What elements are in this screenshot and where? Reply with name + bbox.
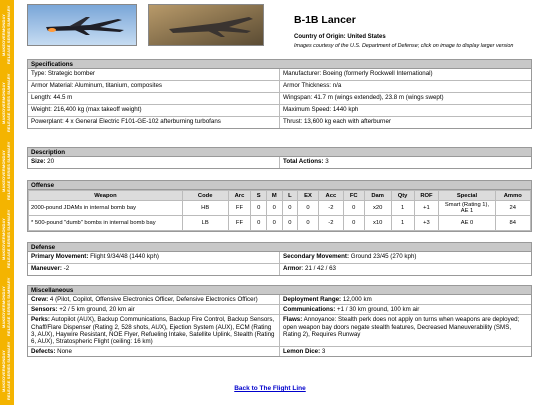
page-title: B-1B Lancer (294, 14, 356, 26)
defense-row (28, 252, 531, 264)
flaws-label: Flaws: (283, 316, 303, 324)
actions-cell (279, 157, 531, 168)
secondary-movement-cell (279, 252, 531, 263)
spec-cell: Wingspan: 41.7 m (wings extended), 23.8 m (wings swept) (279, 93, 531, 104)
deployment-range-label: Deployment Range: (283, 296, 342, 303)
sidebar-label: MAKEOVERMONDAY RELEASE SERIES SUMMARY (1, 73, 11, 133)
defense-row (28, 264, 531, 275)
deployment-range-cell (279, 295, 531, 304)
sidebar-label: MAKEOVERMONDAY RELEASE SERIES SUMMARY (1, 141, 11, 201)
aircraft-photo-desert[interactable] (148, 4, 264, 46)
communications-value: +1 / 30 km ground, 100 km air (335, 306, 420, 314)
table-cell: 84 (495, 216, 530, 231)
column-header: Qty (391, 191, 414, 201)
secondary-movement-value: Ground 23/45 (270 kph) (349, 253, 417, 260)
sidebar-label: MAKEOVERMONDAY RELEASE SERIES SUMMARY (1, 5, 11, 65)
maneuver-value: -2 (61, 265, 70, 272)
armor-label: Armor (283, 265, 302, 272)
size-cell (28, 157, 279, 168)
table-cell: 0 (266, 201, 282, 216)
table-row (29, 216, 531, 231)
table-cell: 0 (251, 216, 267, 231)
table-cell: FF (228, 216, 251, 231)
spec-cell: Manufacturer: Boeing (formerly Rockwell International) (279, 69, 531, 80)
table-cell: 0 (343, 216, 364, 231)
sensors-label: Sensors: (31, 306, 58, 314)
table-cell: x20 (364, 201, 391, 216)
column-header: Ammo (495, 191, 530, 201)
spec-row (28, 81, 531, 93)
maneuver-cell (28, 264, 279, 275)
deployment-range-value: 12,000 km (341, 296, 372, 303)
spec-cell: Weight: 216,400 kg (max takeoff weight) (31, 106, 142, 113)
lemon-dice-value: 3 (320, 348, 326, 356)
perks-label: Perks: (31, 316, 50, 324)
aircraft-photo-sky[interactable] (27, 4, 137, 46)
perks-value: Autopilot (AUX), Backup Communications, Backup Fire Control, Backup Sensors, Chaff/Flare Dispenser (Rating 2, 528 shots, AUX), Ejection System (AUX), ECM (Rating 3, AUX), Haywire Resistant, NOE Flyer, Refueling Intake, Satellite Uplink, Stealth (Rating 6, AUX), Stratospheric Flight (ceiling: 16 km) (31, 316, 275, 346)
misc-row (28, 295, 531, 305)
secondary-movement-label: Secondary Movement: (283, 253, 350, 260)
communications-label: Communications: (283, 306, 336, 314)
table-cell: 0 (298, 216, 319, 231)
miscellaneous-section (27, 285, 532, 357)
table-cell: +3 (414, 216, 439, 231)
table-cell: +1 (414, 201, 439, 216)
back-to-flight-line-link[interactable]: Back to The Flight Line (234, 385, 306, 392)
spec-row (28, 69, 531, 81)
table-row (29, 201, 531, 216)
table-cell: 0 (266, 216, 282, 231)
section-heading: Miscellaneous (28, 286, 531, 295)
spec-row (28, 117, 531, 128)
description-row (28, 157, 531, 168)
column-header: L (282, 191, 298, 201)
table-cell: 1 (391, 216, 414, 231)
column-header: Dam (364, 191, 391, 201)
spec-cell: Length: 44.5 m (31, 94, 73, 101)
spec-cell: Maximum Speed: 1440 kph (279, 105, 531, 116)
table-cell: HB (182, 201, 228, 216)
size-value: 20 (45, 158, 55, 165)
column-header: Acc (318, 191, 343, 201)
primary-movement-value: Flight 9/34/48 (1440 kph) (88, 253, 159, 260)
maneuver-label: Maneuver: (31, 265, 62, 272)
table-cell: 0 (251, 201, 267, 216)
specifications-section (27, 59, 532, 129)
spec-row (28, 105, 531, 117)
spec-cell: Thrust: 13,600 kg each with afterburner (279, 117, 531, 128)
column-header: Arc (228, 191, 251, 201)
section-heading: Specifications (28, 60, 531, 69)
table-cell: 0 (343, 201, 364, 216)
armor-value: : 21 / 42 / 63 (301, 265, 336, 272)
actions-label: Total Actions: (283, 158, 324, 165)
defense-section (27, 242, 532, 276)
spec-row (28, 93, 531, 105)
primary-movement-label: Primary Movement: (31, 253, 89, 260)
sidebar-label: MAKEOVERMONDAY RELEASE SERIES SUMMARY (1, 341, 11, 401)
section-heading: Offense (28, 181, 531, 190)
defects-value: None (55, 348, 72, 356)
table-cell: 0 (298, 201, 319, 216)
page-header (27, 4, 532, 52)
table-cell: 1 (391, 201, 414, 216)
perks-cell (28, 315, 279, 346)
column-header: FC (343, 191, 364, 201)
sidebar-banner (0, 0, 14, 405)
communications-cell (279, 305, 531, 314)
table-cell: 0 (282, 216, 298, 231)
spec-cell: Armor Thickness: n/a (279, 81, 531, 92)
column-header: Code (182, 191, 228, 201)
defects-cell (28, 347, 279, 356)
table-cell: -2 (318, 201, 343, 216)
table-cell: Smart (Rating 1), AE 1 (439, 201, 495, 216)
primary-movement-cell (28, 252, 279, 263)
flaws-value: Annoyance: Stealth perk does not apply on turns when weapons are deployed; open weapon bay doors negate stealth features, Decreased Maneuverability (SMS, Rating 2), Requires Runway (283, 316, 520, 338)
crew-value: 4 (Pilot, Copilot, Offensive Electronics Officer, Defensive Electronics Officer) (48, 296, 258, 303)
table-cell: 24 (495, 201, 530, 216)
flaws-cell (279, 315, 531, 346)
offense-section (27, 180, 532, 232)
spec-cell: Type: Strategic bomber (31, 70, 95, 77)
table-cell: LB (182, 216, 228, 231)
lemon-dice-label: Lemon Dice: (283, 348, 321, 356)
sidebar-label: MAKEOVERMONDAY RELEASE SERIES SUMMARY (1, 277, 11, 337)
country-of-origin: Country of Origin: United States (294, 34, 386, 40)
defects-label: Defects: (31, 348, 56, 356)
lemon-dice-cell (279, 347, 531, 356)
offense-table (28, 190, 531, 231)
description-section (27, 147, 532, 169)
table-cell: -2 (318, 216, 343, 231)
image-credit: Images courtesy of the U.S. Department of Defense; click on image to display larger version (294, 43, 514, 49)
column-header: M (266, 191, 282, 201)
column-header: Weapon (29, 191, 183, 201)
section-heading: Defense (28, 243, 531, 252)
column-header: S (251, 191, 267, 201)
armor-cell (279, 264, 531, 275)
misc-row (28, 315, 531, 347)
sensors-cell (28, 305, 279, 314)
table-cell: x10 (364, 216, 391, 231)
section-heading: Description (28, 148, 531, 157)
weapon-cell: * 500-pound "dumb" bombs in internal bomb bay (29, 216, 183, 231)
actions-value: 3 (323, 158, 329, 165)
table-cell: 0 (282, 201, 298, 216)
crew-cell (28, 295, 279, 304)
sensors-value: +2 / 5 km ground, 20 km air (57, 306, 135, 314)
spec-cell: Armor Material: Aluminum, titanium, composites (31, 82, 163, 89)
offense-header-row (29, 191, 531, 201)
column-header: EX (298, 191, 319, 201)
column-header: Special (439, 191, 495, 201)
misc-row (28, 305, 531, 315)
table-cell: FF (228, 201, 251, 216)
spec-cell: Powerplant: 4 x General Electric F101-GE-102 afterburning turbofans (31, 118, 221, 125)
misc-row (28, 347, 531, 356)
column-header: ROF (414, 191, 439, 201)
crew-label: Crew: (31, 296, 49, 303)
size-label: Size: (31, 158, 46, 165)
table-cell: AE 0 (439, 216, 495, 231)
weapon-cell: 2000-pound JDAMs in internal bomb bay (29, 201, 183, 216)
sidebar-label: MAKEOVERMONDAY RELEASE SERIES SUMMARY (1, 209, 11, 269)
